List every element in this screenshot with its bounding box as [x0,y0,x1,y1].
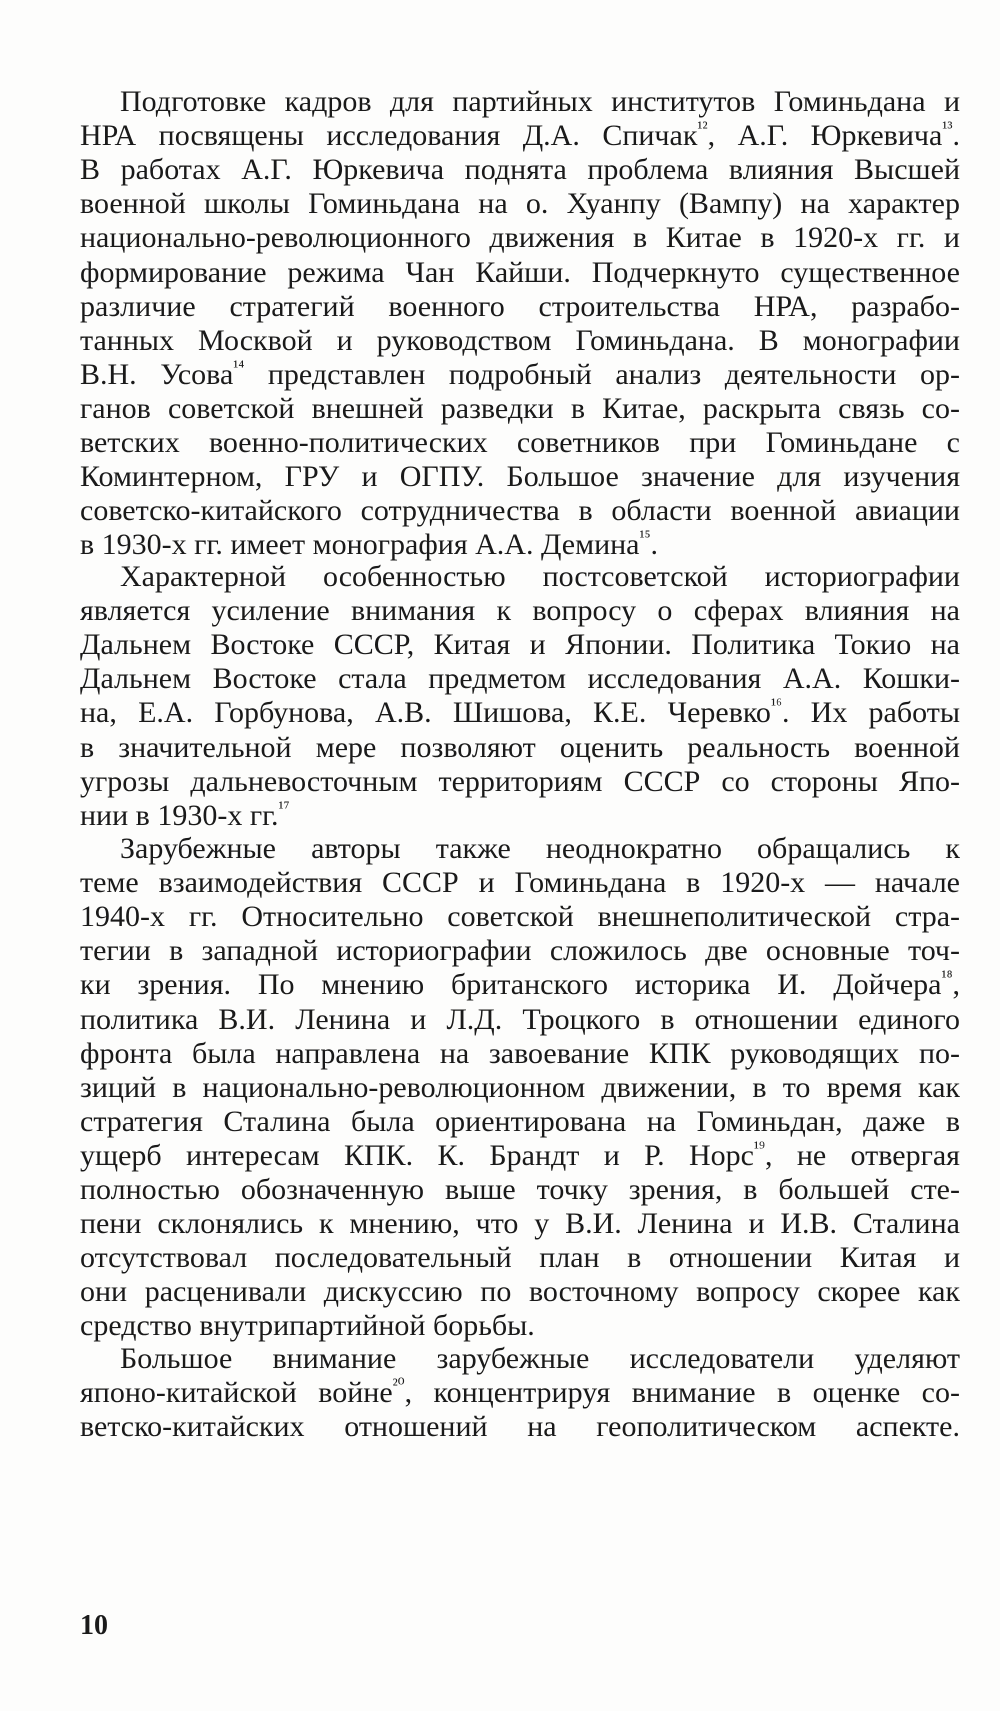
paragraph-3-line: 1940-х гг. Относительно советской внешнеполитической стра- [80,900,960,934]
paragraph-1-line: ганов советской внешней разведки в Китае, раскрыта связь со- [80,391,960,425]
page-number: 10 [80,1610,108,1641]
footnote-ref: ¹⁷ [278,797,290,817]
footnote-ref: ²⁰ [392,1375,405,1395]
paragraph-4-line: японо-китайской войне$^{^{20}}$, концентрируя внимание в оценке со- [80,1375,960,1410]
paragraph-1-line: ветских военно-политических советников при Гоминьдане с [80,426,960,459]
footnote-ref: ¹⁶ [770,695,782,715]
paragraph-3-line: фронта была направлена на завоевание КПК руководящих по- [80,1036,960,1070]
paragraph-3-line: Зарубежные авторы также неоднократно обращались к [120,832,960,865]
paragraph-3-line: политика В.И. Ленина и Л.Д. Троцкого в отношении единого [80,1002,960,1036]
paragraph-2-line: нии в 1930-х гг.$^{^{17}}$ [80,797,290,832]
paragraph-3-line: зиций в национально-революционном движении, в то время как [80,1070,960,1104]
paragraph-3-line: ущерб интересам КПК. К. Брандт и Р. Норс$^{^{19}}$, не отвергая [80,1137,960,1172]
paragraph-2-line: угрозы дальневосточным территориям СССР со стороны Япо- [80,764,960,798]
paragraph-1-line: танных Москвой и руководством Гоминьдана. В монографии [80,323,960,357]
paragraph-1-line: НРА посвящены исследования Д.А. Спичак$^{^{12}}$, А.Г. Юркевича$^{^{13}}$. [80,118,960,153]
paragraph-2-line: на, Е.А. Горбунова, А.В. Шишова, К.Е. Черевко$^{^{16}}$. Их работы [80,695,960,730]
paragraph-3-line: отсутствовал последовательный план в отношении Китая и [80,1241,960,1275]
paragraph-4-line: Большое внимание зарубежные исследователи уделяют [120,1342,960,1375]
footnote-ref: ¹³ [942,118,953,138]
paragraph-1-line: Подготовке кадров для партийных институтов Гоминьдана и [120,85,960,118]
paragraph-2-line: является усиление внимания к вопросу о сферах влияния на [80,594,960,628]
paragraph-3-line: средство внутрипартийной борьбы. [80,1309,535,1343]
paragraph-1-line: Коминтерном, ГРУ и ОГПУ. Большое значение для изучения [80,460,960,494]
paragraph-1-line: военной школы Гоминьдана на о. Хуанпу (Вампу) на характер [80,187,960,221]
paragraph-2-line: Дальнем Востоке СССР, Китая и Японии. Политика Токио на [80,628,960,662]
footnote-ref: ¹⁵ [639,527,651,547]
footnote-ref: ¹² [697,118,708,138]
paragraph-1-line: в 1930-х гг. имеет монография А.А. Демина$^{^{15}}$. [80,527,659,562]
footnote-ref: ¹⁴ [233,356,245,376]
paragraph-2-line: в значительной мере позволяют оценить реальность военной [80,730,960,764]
paragraph-2-line: Характерной особенностью постсоветской историографии [120,560,960,593]
paragraph-1-line: формирование режима Чан Кайши. Подчеркнуто существенное [80,255,960,289]
paragraph-3-line: тегии в западной историографии сложилось две основные точ- [80,934,960,968]
paragraph-1-line: советско-китайского сотрудничества в области военной авиации [80,494,960,528]
paragraph-3-line: полностью обозначенную выше точку зрения, в большей сте- [80,1173,960,1206]
footnote-ref: ¹⁸ [941,967,953,987]
paragraph-3-line: пени склонялись к мнению, что у В.И. Ленина и И.В. Сталина [80,1207,960,1241]
paragraph-1-line: национально-революционного движения в Китае в 1920-х гг. и [80,221,960,255]
footnote-ref: ¹⁹ [753,1137,765,1157]
paragraph-3-line: стратегия Сталина была ориентирована на Гоминьдан, даже в [80,1104,960,1138]
paragraph-3-line: ки зрения. По мнению британского историка И. Дойчера$^{^{18}}$, [80,967,960,1002]
paragraph-3-line: они расценивали дискуссию по восточному вопросу скорее как [80,1275,960,1309]
paragraph-1-line: различие стратегий военного строительства НРА, разрабо- [80,289,960,323]
paragraph-1-line: В работах А.Г. Юркевича поднята проблема влияния Высшей [80,153,960,187]
paragraph-3-line: теме взаимодействия СССР и Гоминьдана в 1920-х — начале [80,866,960,900]
paragraph-2-line: Дальнем Востоке стала предметом исследования А.А. Кошки- [80,662,960,696]
paragraph-1-line: В.Н. Усова$^{^{14}}$ представлен подробный анализ деятельности ор- [80,356,960,391]
paragraph-4-line: ветско-китайских отношений на геополитическом аспекте. [80,1410,960,1444]
